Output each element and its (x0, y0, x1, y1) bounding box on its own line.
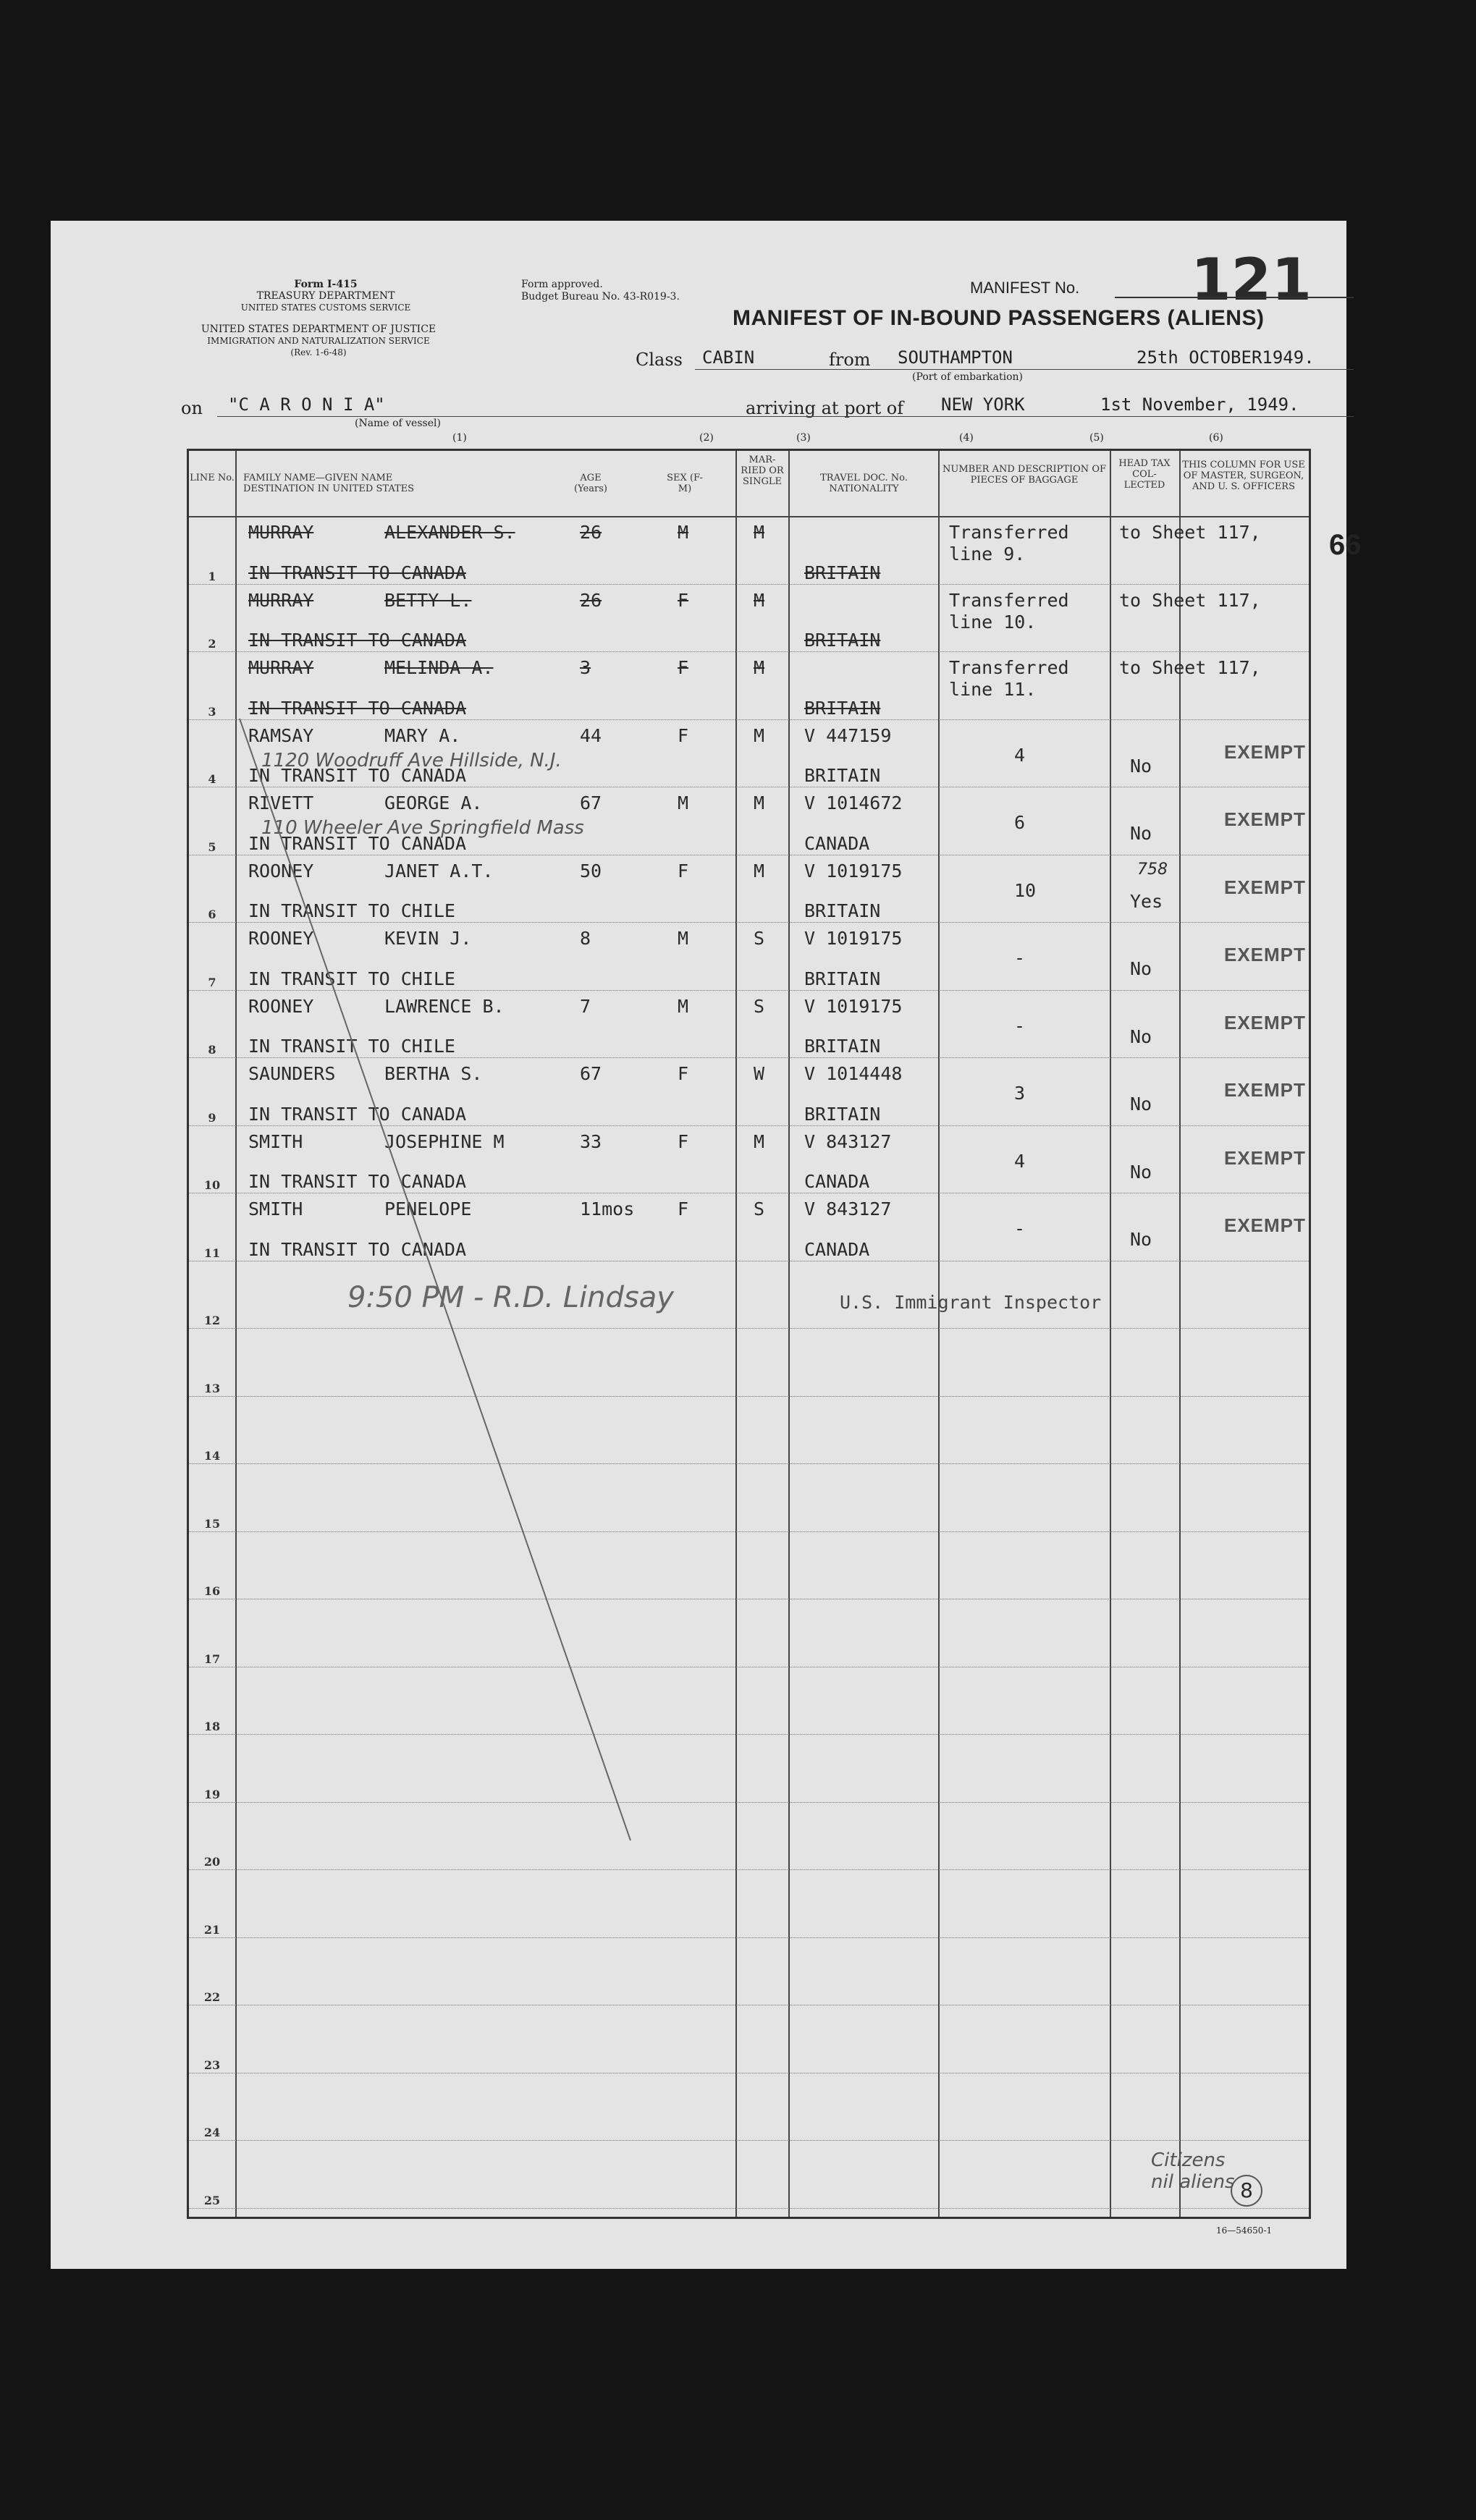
inspector-label: U.S. Immigrant Inspector (840, 1292, 1102, 1313)
sex: F (678, 860, 689, 881)
col-num-4: (4) (959, 432, 974, 444)
destination: IN TRANSIT TO CANADA (248, 765, 467, 786)
age: 44 (580, 724, 602, 746)
dept-customs: UNITED STATES CUSTOMS SERVICE (240, 303, 411, 313)
baggage-count: 4 (1014, 1150, 1026, 1172)
family-name: ROONEY (248, 995, 314, 1017)
travel-document: V 1014448 (804, 1063, 903, 1084)
travel-document: V 447159 (804, 724, 892, 746)
sex: F (678, 1063, 689, 1084)
travel-document: V 1019175 (804, 928, 903, 949)
col-header-name: FAMILY NAME—GIVEN NAME DESTINATION IN UNITED STATES (243, 473, 415, 494)
sex: M (678, 995, 689, 1017)
arrival-date: 1st November, 1949. (1100, 394, 1299, 415)
col-header-age: AGE (Years) (574, 473, 607, 494)
line-number: 19 (203, 1787, 221, 1801)
tax-note: 758 (1137, 860, 1168, 879)
line-number: 3 (208, 704, 216, 719)
line-number: 20 (203, 1855, 221, 1869)
travel-document: V 1019175 (804, 860, 903, 881)
age: 7 (580, 995, 591, 1017)
line-number: 25 (203, 2193, 221, 2207)
baggage-count: - (1014, 947, 1026, 968)
sex: M (678, 792, 689, 813)
arriving-label: arriving at port of (746, 398, 904, 418)
nationality: BRITAIN (804, 1103, 881, 1125)
baggage-count: 4 (1014, 744, 1026, 766)
nationality: CANADA (804, 832, 870, 854)
marital-status: M (754, 589, 765, 611)
col-num-6: (6) (1209, 432, 1223, 444)
head-tax: No (1130, 1229, 1152, 1250)
destination: IN TRANSIT TO CANADA (248, 562, 467, 583)
vessel-note: (Name of vessel) (355, 418, 441, 429)
nationality: BRITAIN (804, 1036, 881, 1057)
given-name: MARY A. (384, 724, 461, 746)
destination: IN TRANSIT TO CANADA (248, 697, 467, 719)
nationality: BRITAIN (804, 968, 881, 989)
age: 67 (580, 792, 602, 813)
sex: F (678, 724, 689, 746)
manifest-no-line (1115, 297, 1354, 298)
transfer-note: Transferred line 10. (949, 589, 1069, 633)
nationality: BRITAIN (804, 562, 881, 583)
head-tax: No (1130, 1161, 1152, 1183)
age: 3 (580, 657, 591, 678)
budget-bureau: Budget Bureau No. 43-R019-3. (521, 291, 680, 303)
sex: F (678, 1130, 689, 1152)
col-num-1: (1) (452, 432, 467, 444)
age: 50 (580, 860, 602, 881)
col-num-2: (2) (699, 432, 714, 444)
col-num-3: (3) (796, 432, 811, 444)
sex: F (678, 589, 689, 611)
officer-exempt-stamp: EXEMPT (1224, 1214, 1306, 1236)
port-embark-note: (Port of embarkation) (912, 371, 1023, 383)
dept-ins: IMMIGRATION AND NATURALIZATION SERVICE (207, 336, 430, 346)
age: 26 (580, 589, 602, 611)
handwritten-address: 1120 Woodruff Ave Hillside, N.J. (261, 749, 562, 771)
head-tax: No (1130, 958, 1152, 979)
given-name: LAWRENCE B. (384, 995, 505, 1017)
sex: M (678, 928, 689, 949)
nationality: BRITAIN (804, 630, 881, 651)
destination: IN TRANSIT TO CHILE (248, 968, 455, 989)
revision: (Rev. 1-6-48) (290, 347, 347, 358)
line-number: 11 (203, 1246, 221, 1260)
line-number: 8 (208, 1043, 216, 1057)
cancel-line (189, 451, 1309, 2217)
page-title: MANIFEST OF IN-BOUND PASSENGERS (ALIENS) (733, 306, 1265, 330)
transfer-sheet: to Sheet 117, (1119, 657, 1261, 678)
family-name: RAMSAY (248, 724, 314, 746)
class-value: CABIN (702, 347, 755, 368)
marital-status: S (754, 995, 765, 1017)
inspector-signature: 9:50 PM - R.D. Lindsay (347, 1281, 674, 1314)
baggage-count: 3 (1014, 1083, 1026, 1104)
class-line (695, 369, 1354, 370)
destination: IN TRANSIT TO CHILE (248, 900, 455, 921)
nationality: CANADA (804, 1238, 870, 1260)
baggage-count: - (1014, 1015, 1026, 1036)
family-name: SMITH (248, 1198, 303, 1219)
marital-status: M (754, 1130, 765, 1152)
dept-justice: UNITED STATES DEPARTMENT OF JUSTICE (201, 324, 437, 335)
line-number: 17 (203, 1652, 221, 1666)
marital-status: M (754, 860, 765, 881)
manifest-no-label: MANIFEST No. (970, 279, 1080, 297)
sheet-mark: 66 (1329, 529, 1362, 561)
officer-exempt-stamp: EXEMPT (1224, 944, 1306, 965)
tally-note: Citizens nil aliens (1151, 2149, 1235, 2193)
from-label: from (829, 350, 871, 370)
nationality: BRITAIN (804, 765, 881, 786)
head-tax: No (1130, 823, 1152, 844)
officer-exempt-stamp: EXEMPT (1224, 1146, 1306, 1169)
line-number: 4 (208, 772, 216, 786)
age: 11mos (580, 1198, 635, 1219)
officer-exempt-stamp: EXEMPT (1224, 1079, 1306, 1101)
age: 67 (580, 1063, 602, 1084)
vessel-line (217, 416, 1354, 417)
col-header-officer: THIS COLUMN FOR USE OF MASTER, SURGEON, AND U. S. OFFICERS (1182, 460, 1305, 492)
destination: IN TRANSIT TO CANADA (248, 1238, 467, 1260)
line-number: 24 (203, 2126, 221, 2139)
line-number: 10 (203, 1178, 221, 1192)
col-header-doc: TRAVEL DOC. No. NATIONALITY (820, 473, 908, 494)
travel-document: V 843127 (804, 1130, 892, 1152)
tally-count: 8 (1231, 2175, 1262, 2207)
col-header-tax: HEAD TAX COL- LECTED (1118, 458, 1171, 491)
family-name: MURRAY (248, 589, 314, 611)
officer-exempt-stamp: EXEMPT (1224, 1011, 1306, 1033)
manifest-table (187, 449, 1362, 2219)
given-name: JANET A.T. (384, 860, 494, 881)
line-number: 18 (203, 1720, 221, 1733)
manifest-number: 121 (1191, 246, 1312, 313)
footer-code: 16—54650-1 (1216, 2225, 1273, 2236)
line-number: 7 (208, 975, 216, 989)
on-label: on (181, 398, 203, 418)
col-header-line: LINE No. (190, 473, 235, 483)
transfer-note: Transferred line 9. (949, 522, 1069, 565)
given-name: PENELOPE (384, 1198, 472, 1219)
vessel-name: "C A R O N I A" (228, 394, 385, 415)
line-number: 21 (203, 1922, 221, 1937)
transfer-sheet: to Sheet 117, (1119, 522, 1261, 543)
embark-date: 25th OCTOBER1949. (1136, 347, 1315, 368)
class-label: Class (636, 350, 683, 370)
destination: IN TRANSIT TO CANADA (248, 832, 467, 854)
baggage-count: 10 (1014, 879, 1037, 901)
line-number: 6 (208, 908, 216, 921)
col-header-sex: SEX (F-M) (667, 473, 703, 494)
given-name: BERTHA S. (384, 1063, 483, 1084)
given-name: GEORGE A. (384, 792, 483, 813)
marital-status: M (754, 522, 765, 543)
line-number: 9 (208, 1110, 216, 1125)
marital-status: S (754, 1198, 765, 1219)
family-name: RIVETT (248, 792, 314, 813)
age: 33 (580, 1130, 602, 1152)
given-name: JOSEPHINE M (384, 1130, 505, 1152)
line-number: 12 (203, 1314, 221, 1327)
family-name: SAUNDERS (248, 1063, 336, 1084)
travel-document: V 843127 (804, 1198, 892, 1219)
family-name: ROONEY (248, 860, 314, 881)
destination: IN TRANSIT TO CHILE (248, 1036, 455, 1057)
arrival-port: NEW YORK (941, 394, 1025, 415)
marital-status: S (754, 928, 765, 949)
col-header-baggage: NUMBER AND DESCRIPTION OF PIECES OF BAGGAGE (942, 464, 1106, 486)
destination: IN TRANSIT TO CANADA (248, 630, 467, 651)
baggage-count: - (1014, 1218, 1026, 1239)
col-num-5: (5) (1089, 432, 1104, 444)
sex: M (678, 522, 689, 543)
nationality: CANADA (804, 1171, 870, 1192)
travel-document: V 1014672 (804, 792, 903, 813)
given-name: BETTY L. (384, 589, 472, 611)
manifest-page (51, 221, 1362, 2269)
transfer-note: Transferred line 11. (949, 657, 1069, 700)
marital-status: M (754, 657, 765, 678)
head-tax: No (1130, 1026, 1152, 1047)
head-tax: No (1130, 1094, 1152, 1115)
line-number: 1 (208, 569, 216, 583)
transfer-sheet: to Sheet 117, (1119, 589, 1261, 611)
given-name: MELINDA A. (384, 657, 494, 678)
age: 8 (580, 928, 591, 949)
travel-document: V 1019175 (804, 995, 903, 1017)
line-number: 2 (208, 637, 216, 651)
nationality: BRITAIN (804, 900, 881, 921)
line-number: 14 (203, 1449, 221, 1463)
marital-status: W (754, 1063, 765, 1084)
line-number: 22 (203, 1990, 221, 2004)
family-name: SMITH (248, 1130, 303, 1152)
dept-treasury: TREASURY DEPARTMENT (256, 290, 395, 302)
family-name: ROONEY (248, 928, 314, 949)
line-number: 23 (203, 2058, 221, 2072)
handwritten-address: 110 Wheeler Ave Springfield Mass (261, 817, 584, 839)
form-approved: Form approved. (521, 279, 603, 290)
age: 26 (580, 522, 602, 543)
given-name: ALEXANDER S. (384, 522, 515, 543)
marital-status: M (754, 724, 765, 746)
line-number: 16 (203, 1584, 221, 1598)
destination: IN TRANSIT TO CANADA (248, 1171, 467, 1192)
sex: F (678, 1198, 689, 1219)
nationality: BRITAIN (804, 697, 881, 719)
officer-exempt-stamp: EXEMPT (1224, 740, 1306, 763)
sex: F (678, 657, 689, 678)
given-name: KEVIN J. (384, 928, 472, 949)
head-tax: No (1130, 755, 1152, 777)
from-value: SOUTHAMPTON (898, 347, 1013, 368)
marital-status: M (754, 792, 765, 813)
col-header-married: MAR- RIED OR SINGLE (741, 454, 784, 487)
destination: IN TRANSIT TO CANADA (248, 1103, 467, 1125)
form-number: Form I-415 (294, 279, 358, 290)
line-number: 5 (208, 840, 216, 854)
family-name: MURRAY (248, 522, 314, 543)
baggage-count: 6 (1014, 812, 1026, 833)
line-number: 13 (203, 1381, 221, 1395)
officer-exempt-stamp: EXEMPT (1224, 808, 1306, 830)
line-number: 15 (203, 1516, 221, 1531)
officer-exempt-stamp: EXEMPT (1224, 876, 1306, 898)
head-tax: Yes (1130, 890, 1163, 912)
family-name: MURRAY (248, 657, 314, 678)
